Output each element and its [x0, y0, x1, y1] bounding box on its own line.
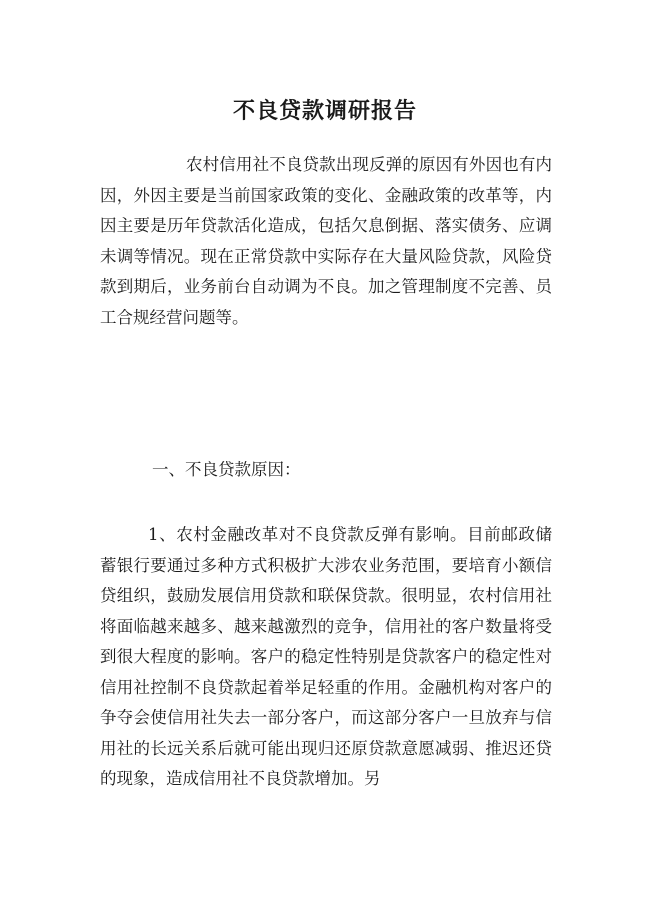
- section-heading: 一、不良贷款原因：: [152, 460, 301, 479]
- point-1-paragraph: 1、农村金融改革对不良贷款反弹有影响。目前邮政储蓄银行要通过多种方式积极扩大涉农业务范围，要培育小额信贷组织，鼓励发展信用贷款和联保贷款。很明显，农村信用社将面临越来越多、越来越激烈的竞争，信用社的客户数量将受到很大程度的影响。客户的稳定性特别是贷款客户的稳定性对信用社控制不良贷款起着举足轻重的作用。金融机构对客户的争夺会使信用社失去一部分客户，而这部分客户一旦放弃与信用社的长远关系后就可能出现归还原贷款意愿减弱、推迟还贷的现象，造成信用社不良贷款增加。另: [100, 525, 552, 788]
- intro-paragraph: 农村信用社不良贷款出现反弹的原因有外因也有内因，外因主要是当前国家政策的变化、金融政策的改革等，内因主要是历年贷款活化造成，包括欠息倒据、落实债务、应调未调等情况。现在正常贷款中实际存在大量风险贷款，风险贷款到期后，业务前台自动调为不良。加之管理制度不完善、员工合规经营问题等。: [100, 155, 552, 327]
- document-title: 不良贷款调研报告: [232, 97, 417, 124]
